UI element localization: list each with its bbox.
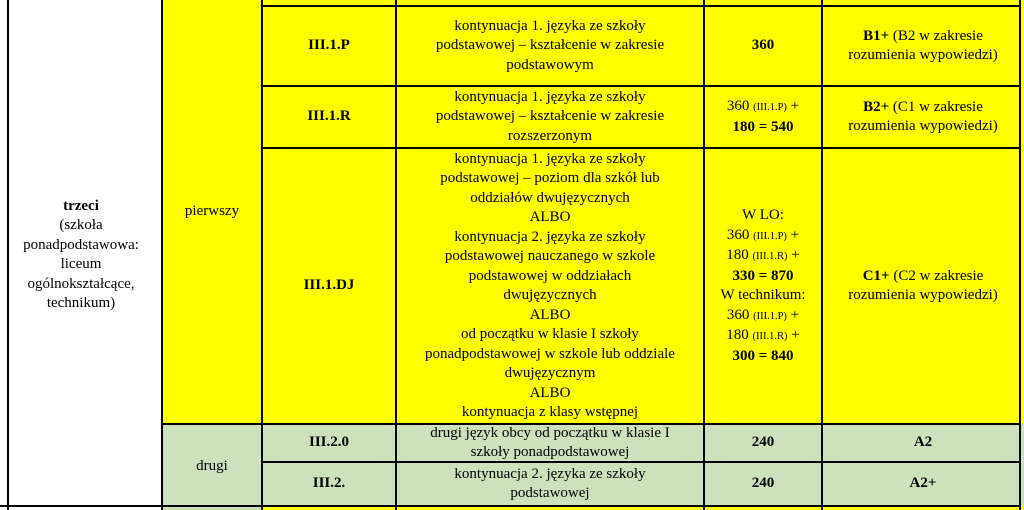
row-level-text: (C1 w zakresie [889,98,983,115]
row-description-line: kontynuacja 1. języka ze szkoły [454,88,646,105]
hours-reference: (III.1.R) [752,331,788,342]
row-hours: 240 [751,475,775,492]
row-level-cell [822,148,1024,424]
row-level-bold: A2 [913,434,933,451]
row-description-line: rozszerzonym [507,127,593,144]
row-description-cell [396,6,704,86]
grid-line [262,5,1020,7]
row-code-cell [262,86,396,148]
hours-reference: (III.1.R) [752,251,788,262]
stage-description-line: ogólnokształcące, [27,275,135,292]
hours-plus: + [787,247,800,263]
row-code-cell [262,462,396,506]
row-level-bold: C1+ [862,267,890,284]
row-hours-cell [704,148,822,424]
hours-lo-line: 180 [726,247,749,263]
row-level-cell [822,86,1024,148]
row-description-line: oddziałów dwujęzycznych [470,189,630,206]
row-description-line: dwujęzycznym [504,365,596,381]
row-level-bold: A2+ [909,475,937,492]
row-description-line: ALBO [529,209,571,225]
row-description-line: podstawowej nauczanego w szkole [444,248,656,264]
row-description-line: od początku w klasie I szkoły [461,326,639,342]
row-code: III.1.R [307,108,351,125]
row-description-line: ponadpodstawowej w szkole lub oddziale [425,345,675,362]
row-code: III.2.0 [308,434,349,451]
grid-line [1019,0,1021,510]
row-description-line: podstawowym [506,56,594,73]
row-description-line: szkoły ponadpodstawowej [470,444,630,460]
row-hours-cell [704,424,822,462]
language-first-label: pierwszy [184,203,240,220]
row-hours-cell [704,462,822,506]
hours-lo-label: W LO: [742,207,784,223]
hours-reference: (III.1.P) [753,230,787,242]
row-description-line: podstawowej – poziom dla szkół lub [440,170,660,186]
row-description-line: podstawowej w oddziałach [468,267,632,284]
stage-description-line: ponadpodstawowa: [23,236,139,253]
hours-reference: (III.1.P) [753,310,787,322]
row-description-line: kontynuacja 1. języka ze szkoły [454,150,646,167]
hours-plus: + [786,226,800,243]
row-hours-cell [704,6,822,86]
stage-description-line: liceum [60,256,102,272]
row-description-line: podstawowej – kształcenie w zakresie [435,108,665,125]
row-code: III.1.P [308,37,350,54]
row-description-line: kontynuacja 1. języka ze szkoły [454,17,646,34]
row-level-bold: B1+ [863,27,890,44]
stage-description-line: (szkoła [59,217,103,233]
hours-total: 180 = 540 [732,118,794,135]
row-hours: 240 [751,434,775,451]
row-code: III.2. [312,475,346,492]
grid-line [262,461,1020,463]
hours-plus: + [786,306,800,323]
grid-line [0,505,1020,507]
hours-plus: + [787,327,800,343]
row-code: III.1.DJ [303,277,355,294]
row-code-cell [262,148,396,424]
row-level-bold: B2+ [863,98,890,115]
hours-lo-line: 360 [726,226,750,243]
grid-line [821,0,823,510]
stage-name: trzeci [63,197,99,214]
row-code-cell [262,424,396,462]
grid-line [162,423,1020,425]
hours-total: 330 = 870 [732,267,794,284]
hours-plus: + [786,98,800,114]
hours-base: 360 [726,98,750,114]
hours-tech-line: 180 [726,327,749,343]
grid-line [262,85,1020,87]
row-description-cell [396,148,704,424]
grid-line [261,0,263,510]
row-hours: 360 [751,37,775,54]
row-level-text: (C2 w zakresie [889,267,984,284]
language-first-cell [162,0,262,424]
hours-tech-label: W technikum: [720,287,806,303]
row-level-text: rozumienia wypowiedzi) [848,118,998,134]
row-level-cell [822,6,1024,86]
row-description-line: kontynuacja 2. języka ze szkoły [454,465,646,482]
row-hours-cell [704,86,822,148]
hours-reference: (III.1.P) [753,102,787,113]
row-description-cell [396,424,704,462]
grid-line [161,0,163,510]
language-second-label: drugi [196,458,228,475]
language-second-cell [162,424,262,510]
row-description-line: podstawowej – kształcenie w zakresie [435,37,665,54]
row-level-cell [822,462,1024,506]
grid-line [395,0,397,510]
row-description-line: podstawowej [510,485,590,501]
row-description-cell [396,86,704,148]
row-description-line: ALBO [529,384,571,401]
stage-cell [0,0,162,510]
row-level-text: rozumienia wypowiedzi) [848,287,998,303]
grid-line [262,147,1020,149]
row-description-line: kontynuacja 2. języka ze szkoły [454,228,646,245]
row-level-text: (B2 w zakresie [889,27,983,44]
grid-line [703,0,705,510]
row-code-cell [262,6,396,86]
grid-line [7,0,9,510]
row-level-cell [822,424,1024,462]
row-level-text: rozumienia wypowiedzi) [848,47,998,63]
row-description-line: dwujęzycznych [503,287,597,303]
row-description-cell [396,462,704,506]
stage-description-line: technikum) [46,295,116,311]
hours-tech-line: 360 [726,306,750,323]
hours-total: 300 = 840 [732,347,794,364]
row-description-line: drugi język obcy od początku w klasie I [430,424,670,441]
row-description-line: ALBO [529,306,571,323]
row-description-line: kontynuacja z klasy wstępnej [461,404,639,420]
